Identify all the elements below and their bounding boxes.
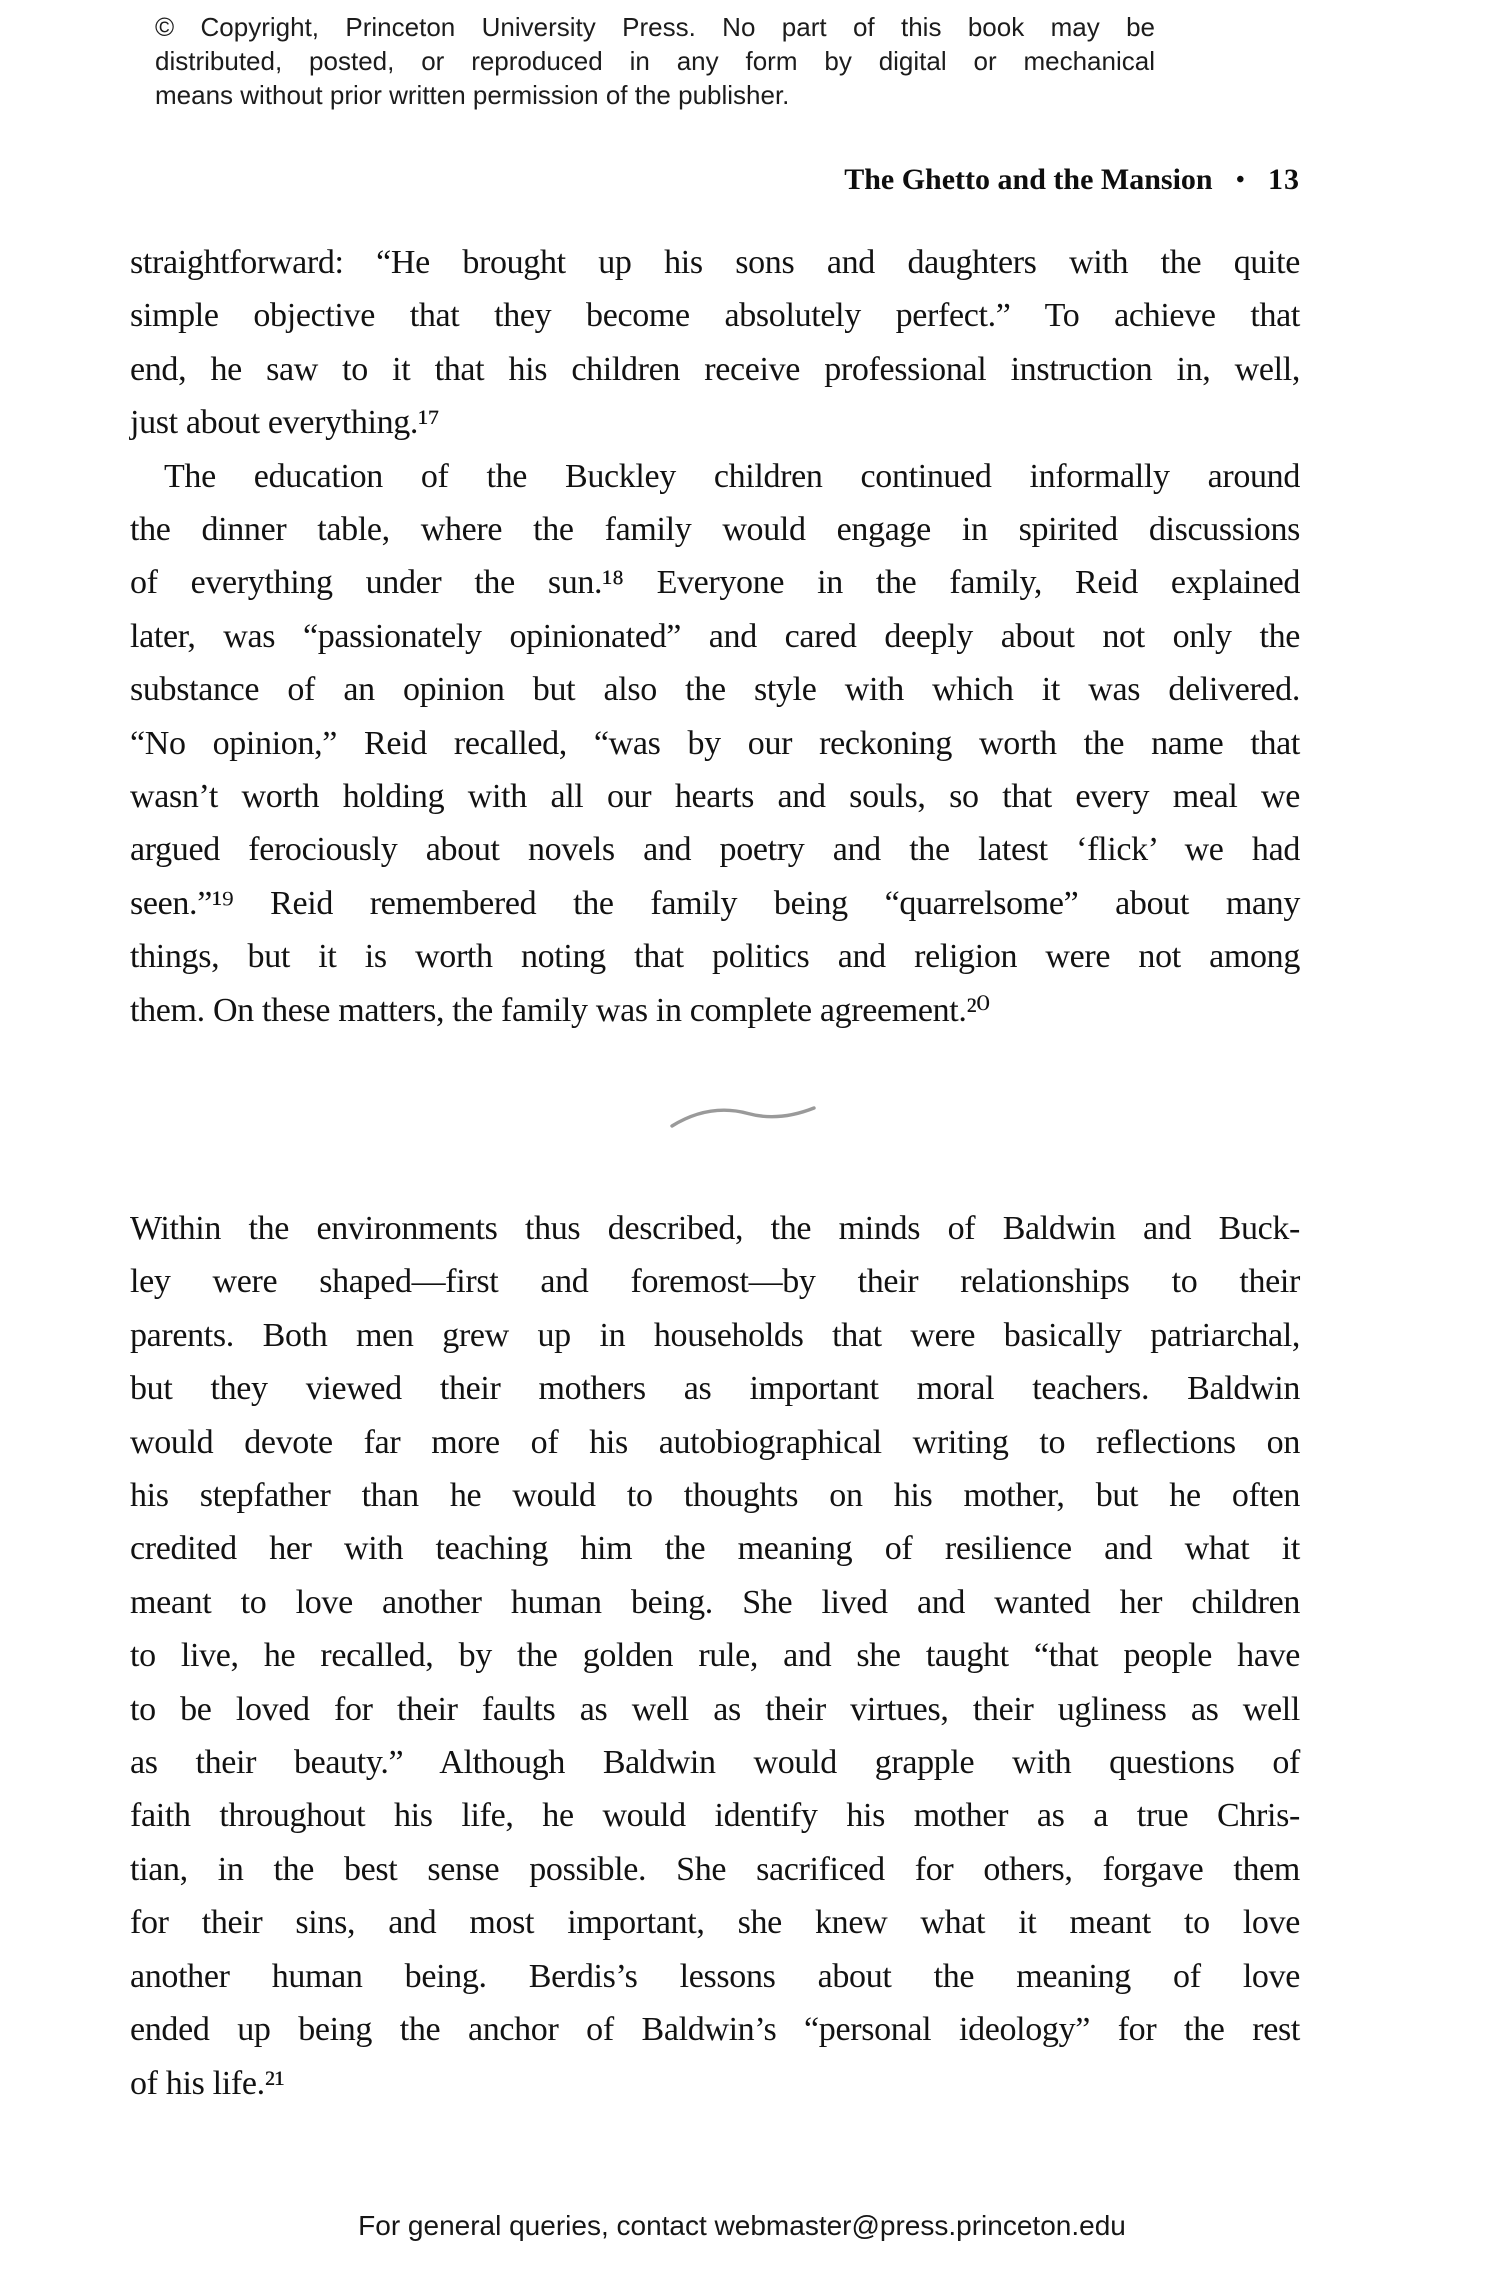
text-line: but they viewed their mothers as important moral teachers. Baldwin	[130, 1370, 1300, 1408]
text-line: his stepfather than he would to thoughts on his mother, but he often	[130, 1477, 1300, 1515]
text-line: another human being. Berdis’s lessons about the meaning of love	[130, 1957, 1300, 1995]
text-line: later, was “passionately opinionated” and cared deeply about not only the	[130, 617, 1300, 655]
text-line: distributed, posted, or reproduced in any form by digital or mechanical	[155, 46, 1155, 76]
text-line: them. On these matters, the family was in complete agreement.²⁰	[130, 991, 990, 1029]
text-line: ended up being the anchor of Baldwin’s “personal ideology” for the rest	[130, 2011, 1300, 2049]
paragraph	[130, 236, 1300, 450]
text-line: “No opinion,” Reid recalled, “was by our reckoning worth the name that	[130, 724, 1300, 762]
text-line: ley were shaped—first and foremost—by their relationships to their	[130, 1263, 1300, 1301]
text-line: simple objective that they become absolutely perfect.” To achieve that	[130, 297, 1300, 335]
text-line: of his life.²¹	[130, 2064, 285, 2102]
text-line: credited her with teaching him the meaning of resilience and what it	[130, 1530, 1300, 1568]
text-line: wasn’t worth holding with all our hearts and souls, so that every meal we	[130, 778, 1300, 816]
text-line: would devote far more of his autobiographical writing to reflections on	[130, 1423, 1300, 1461]
text-line: to be loved for their faults as well as their virtues, their ugliness as well	[130, 1690, 1300, 1728]
text-line: straightforward: “He brought up his sons and daughters with the quite	[130, 244, 1300, 281]
copyright-notice	[155, 10, 1155, 112]
page-number: 13	[1268, 163, 1300, 196]
text-line: substance of an opinion but also the style with which it was delivered.	[130, 671, 1300, 709]
text-line: seen.”¹⁹ Reid remembered the family being “quarrelsome” about many	[130, 884, 1300, 922]
footer-contact-line: For general queries, contact webmaster@press.princeton.edu	[358, 2210, 1126, 2241]
text-line: things, but it is worth noting that politics and religion were not among	[130, 938, 1300, 976]
body-text-block-upper	[130, 236, 1300, 1037]
text-line: Within the environments thus described, the minds of Baldwin and Buck-	[130, 1210, 1300, 1247]
swash-divider-ornament	[668, 1100, 818, 1136]
text-line: for their sins, and most important, she knew what it meant to love	[130, 1904, 1300, 1942]
text-line: meant to love another human being. She lived and wanted her children	[130, 1583, 1300, 1621]
text-line: of everything under the sun.¹⁸ Everyone in the family, Reid explained	[130, 564, 1300, 602]
text-line: means without prior written permission of the publisher.	[155, 80, 790, 110]
text-line: faith throughout his life, he would identify his mother as a true Chris-	[130, 1797, 1300, 1835]
separator-bullet-icon: •	[1236, 167, 1245, 193]
body-text-block-lower	[130, 1202, 1300, 2110]
text-line: just about everything.¹⁷	[130, 404, 440, 442]
text-line: tian, in the best sense possible. She sacrificed for others, forgave them	[130, 1850, 1300, 1888]
text-line: to live, he recalled, by the golden rule, and she taught “that people have	[130, 1637, 1300, 1675]
chapter-title: The Ghetto and the Mansion	[844, 163, 1213, 196]
text-line: as their beauty.” Although Baldwin would grapple with questions of	[130, 1744, 1300, 1782]
text-line: The education of the Buckley children continued informally around	[164, 457, 1300, 495]
text-line: © Copyright, Princeton University Press. No part of this book may be	[155, 12, 1155, 42]
swash-curve	[672, 1108, 814, 1126]
paragraph	[130, 450, 1300, 1037]
text-line: parents. Both men grew up in households that were basically patriarchal,	[130, 1316, 1300, 1354]
text-line: end, he saw to it that his children receive professional instruction in, well,	[130, 350, 1300, 388]
paragraph	[130, 1202, 1300, 2110]
running-header	[130, 162, 1300, 198]
text-line: the dinner table, where the family would engage in spirited discussions	[130, 511, 1300, 549]
text-line: argued ferociously about novels and poetry and the latest ‘flick’ we had	[130, 831, 1300, 869]
